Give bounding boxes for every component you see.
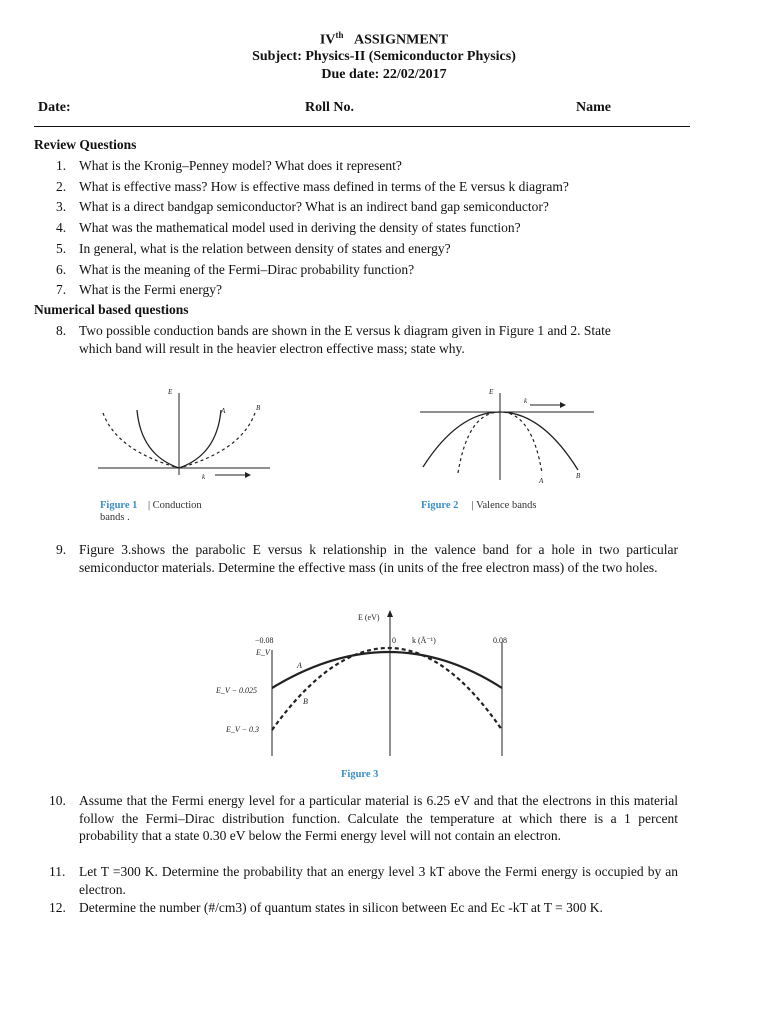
- figure-2-label-e: E: [489, 388, 494, 396]
- figure-3-label-ev: E_V: [256, 648, 270, 657]
- header-rule: [34, 126, 690, 127]
- figure-3-label-zero: 0: [392, 636, 396, 645]
- figure-3-diagram: [210, 606, 520, 764]
- figure-3-tick-left: −0.08: [255, 636, 274, 645]
- figure-3-label-b: B: [303, 697, 308, 706]
- figure-3-label-ev1: E_V − 0.025: [216, 686, 258, 695]
- question-text: What is the Fermi energy?: [79, 282, 222, 297]
- figure-1-caption: [100, 500, 202, 511]
- question-number: 1.: [56, 158, 67, 173]
- figure-1-k-arrowhead: [245, 472, 251, 478]
- subject-line: Subject: Physics-II (Semiconductor Physics): [252, 49, 516, 64]
- figure-3-e-arrowhead: [387, 610, 393, 617]
- question-text: What is a direct bandgap semiconductor? What is an indirect band gap semiconductor?: [79, 199, 549, 214]
- figure-1-caption-text2: bands .: [100, 512, 130, 523]
- question-text: Determine the number (#/cm3) of quantum states in silicon between Ec and Ec -kT at T = 300 K.: [79, 900, 603, 915]
- assignment-title: [0, 30, 768, 49]
- review-heading: Review Questions: [34, 137, 137, 152]
- figure-3-label-k: k (Å⁻¹): [412, 636, 436, 645]
- question-text: Let T =300 K. Determine the probability that an energy level 3 kT above the Fermi energy is occupied by an electron.: [79, 864, 678, 897]
- figure-3-caption: [341, 769, 378, 780]
- question-text-line1: Two possible conduction bands are shown in the E versus k diagram given in Figure 1 and 2. State: [79, 323, 611, 338]
- figure-1-label-e: E: [168, 388, 173, 396]
- figure-2-label-a: A: [539, 477, 544, 485]
- question-number: 7.: [56, 282, 67, 297]
- figure-1-label-a: A: [221, 407, 226, 415]
- figure-2-diagram: [418, 385, 598, 485]
- question-number: 9.: [56, 542, 67, 557]
- figure-3-caption-label: Figure 3: [341, 769, 379, 780]
- question-number: 4.: [56, 220, 67, 235]
- roll-label: Roll No.: [305, 100, 354, 115]
- figure-3-curve-a: [272, 652, 502, 688]
- figure-3-curve-b: [272, 648, 502, 730]
- question-text: What is the Kronig–Penney model? What does it represent?: [79, 158, 402, 173]
- question-text: In general, what is the relation between density of states and energy?: [79, 241, 451, 256]
- figure-1-label-b: B: [256, 404, 261, 412]
- figure-2-label-k: k: [524, 397, 528, 405]
- figure-1-label-k: k: [202, 473, 206, 481]
- question-text: What is effective mass? How is effective mass defined in terms of the E versus k diagram?: [79, 179, 569, 194]
- figure-2-k-arrowhead: [560, 402, 566, 408]
- figure-2-label-b: B: [576, 472, 581, 480]
- question-number: 11.: [49, 864, 66, 879]
- figure-3-tick-right: 0.08: [493, 636, 507, 645]
- numerical-heading: Numerical based questions: [34, 302, 189, 317]
- name-label: Name: [576, 100, 611, 115]
- figure-1-caption-text: | Conduction: [147, 500, 202, 511]
- question-text: Figure 3.shows the parabolic E versus k relationship in the valence band for a hole in two particular semiconductor materials. Determine the effective mass (in units of the free electron mass) of the two holes.: [79, 542, 678, 575]
- question-number: 12.: [49, 900, 66, 915]
- question-text-line2: which band will result in the heavier electron effective mass; state why.: [79, 341, 465, 356]
- question-text: What is the meaning of the Fermi–Dirac probability function?: [79, 262, 415, 277]
- question-number: 5.: [56, 241, 67, 256]
- figure-2-caption: [421, 500, 536, 511]
- figure-3-label-ev2: E_V − 0.3: [226, 725, 260, 734]
- question-text: Assume that the Fermi energy level for a particular material is 6.25 eV and that the electrons in this material follow the Fermi–Dirac distribution function. Calculate the temperature at which there is a 1 percent probability that a state 0.30 eV below the Fermi energy level will not contain an electron.: [79, 793, 678, 843]
- figure-3-label-a: A: [297, 661, 302, 670]
- figure-1-diagram: [95, 385, 275, 485]
- title-main: ASSIGNMENT: [353, 32, 449, 48]
- figure-2-caption-text: | Valence bands: [471, 500, 537, 511]
- question-number: 3.: [56, 199, 67, 214]
- due-date: Due date: 22/02/2017: [321, 67, 447, 82]
- title-sup: th: [335, 30, 344, 40]
- figure-2-caption-label: Figure 2: [421, 500, 459, 511]
- figure-3-label-e: E (eV): [358, 613, 380, 622]
- title-prefix: IV: [319, 32, 336, 48]
- figure-1-caption-line2: [100, 512, 130, 523]
- question-text: What was the mathematical model used in deriving the density of states function?: [79, 220, 521, 235]
- question-number: 2.: [56, 179, 67, 194]
- date-label: Date:: [38, 100, 71, 115]
- question-number: 8.: [56, 323, 67, 338]
- question-number: 10.: [49, 793, 66, 808]
- figure-1-caption-label: Figure 1: [100, 500, 138, 511]
- question-number: 6.: [56, 262, 67, 277]
